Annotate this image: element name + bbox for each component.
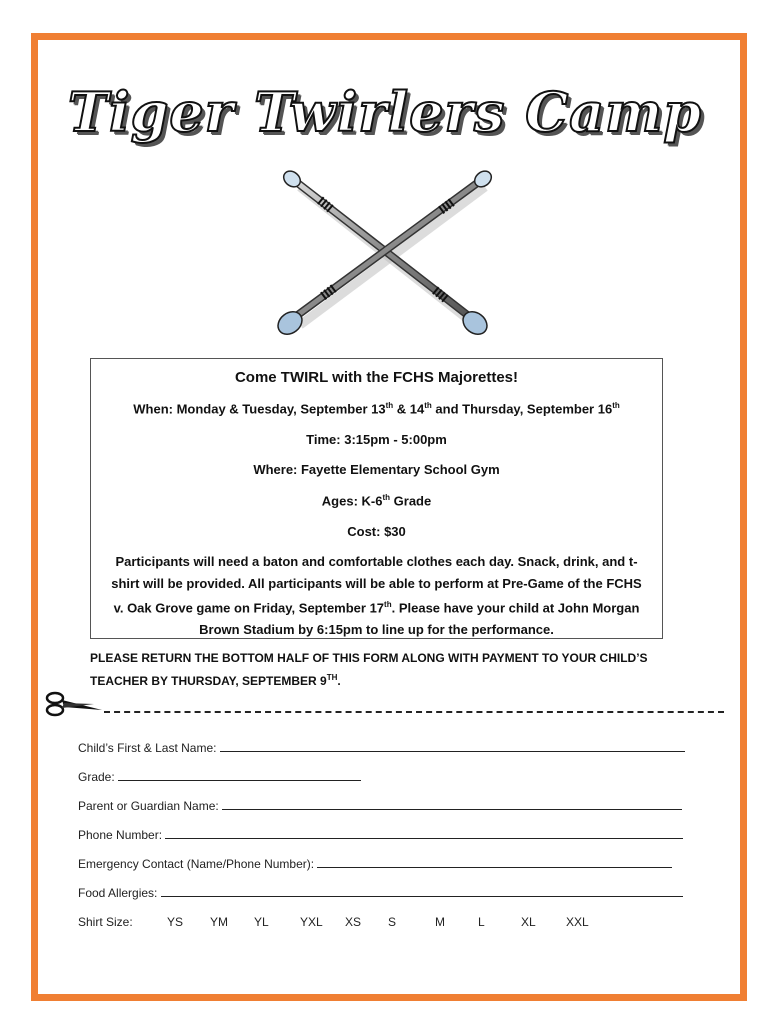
scissors-icon <box>44 690 104 718</box>
shirt-size-option[interactable]: M <box>435 915 445 929</box>
shirt-size-option[interactable]: S <box>388 915 397 929</box>
form-row-parent <box>78 796 698 825</box>
emergency-field[interactable] <box>317 855 672 868</box>
allergies-field[interactable] <box>161 884 683 897</box>
parent-label: Parent or Guardian Name: <box>78 799 219 813</box>
phone-field[interactable] <box>165 826 683 839</box>
info-when: When: Monday & Tuesday, September 13th & 14th and Thursday, September 16th <box>133 401 620 417</box>
form-row-shirt <box>78 912 698 941</box>
shirt-label: Shirt Size: <box>78 915 133 929</box>
shirt-size-option[interactable]: YL <box>254 915 269 929</box>
shirt-size-option[interactable]: XL <box>521 915 536 929</box>
shirt-size-option[interactable]: YM <box>210 915 228 929</box>
info-time: Time: 3:15pm - 5:00pm <box>306 432 447 447</box>
emergency-label: Emergency Contact (Name/Phone Number): <box>78 857 315 871</box>
crossed-batons-icon <box>270 165 500 345</box>
cut-line <box>104 711 724 713</box>
registration-form <box>78 738 698 941</box>
child-name-label: Child’s First & Last Name: <box>78 741 217 755</box>
child-name-field[interactable] <box>220 739 685 752</box>
info-heading: Come TWIRL with the FCHS Majorettes! <box>234 369 519 386</box>
form-row-child-name <box>78 738 698 767</box>
phone-label: Phone Number: <box>78 828 163 842</box>
info-paragraph: Participants will need a baton and comfortable clothes each day. Snack, drink, and t-shirt will be provided. All participants will be able to perform at Pre-Game of the FCHS v. Oak Grove game on Friday, September 17th. Please have your child at John Morgan Brown Stadium by 6:15pm to line up for the performance. <box>111 554 642 637</box>
info-where: Where: Fayette Elementary School Gym <box>253 462 500 477</box>
event-info-box <box>90 358 663 639</box>
form-row-allergies <box>78 883 698 912</box>
allergies-label: Food Allergies: <box>78 886 158 900</box>
shirt-size-option[interactable]: XS <box>345 915 362 929</box>
page-title: Tiger Twirlers Camp <box>67 80 703 144</box>
parent-field[interactable] <box>222 797 682 810</box>
form-row-grade <box>78 767 698 796</box>
info-cost: Cost: $30 <box>347 524 406 539</box>
form-row-emergency <box>78 854 698 883</box>
grade-field[interactable] <box>118 768 361 781</box>
shirt-size-option[interactable]: L <box>478 915 485 929</box>
shirt-size-option[interactable]: YXL <box>300 915 323 929</box>
grade-label: Grade: <box>78 770 115 784</box>
shirt-size-option[interactable]: YS <box>167 915 184 929</box>
form-row-phone <box>78 825 698 854</box>
shirt-size-option[interactable]: XXL <box>566 915 589 929</box>
return-notice: PLEASE RETURN THE BOTTOM HALF OF THIS FORM ALONG WITH PAYMENT TO YOUR CHILD’S TEACHER BY THURSDAY, SEPTEMBER 9TH. <box>90 651 648 688</box>
info-ages: Ages: K-6th Grade <box>321 493 432 509</box>
